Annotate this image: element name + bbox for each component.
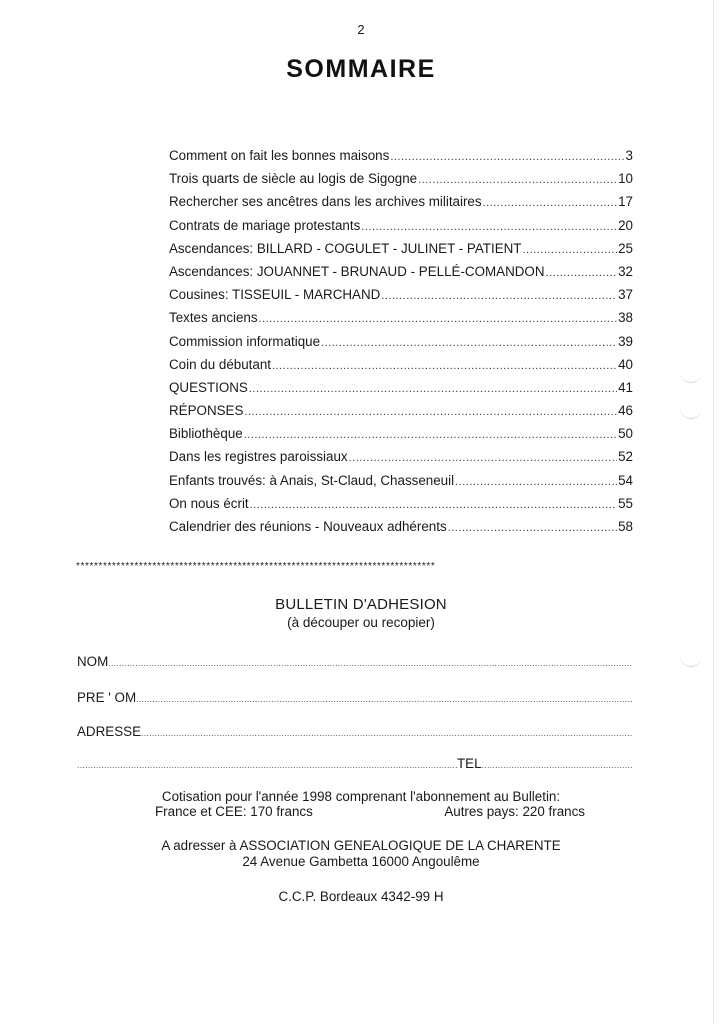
toc-page: 58: [618, 519, 633, 534]
prenom-fill-line[interactable]: [136, 694, 633, 704]
toc-label: Ascendances: BILLARD - COGULET - JULINET - PATIENT: [169, 240, 522, 256]
address-tel-field[interactable]: [77, 756, 633, 771]
punch-hole: [680, 408, 702, 419]
toc-label: Commission informatique: [169, 333, 321, 349]
nom-fill-line[interactable]: [108, 658, 633, 668]
toc-label: Rechercher ses ancêtres dans les archives militaires: [169, 194, 482, 210]
leader-dots: [321, 337, 617, 349]
cotisation-text: Cotisation pour l'année 1998 comprenant l'abonnement au Bulletin:: [161, 789, 561, 804]
toc-entry: [169, 241, 633, 264]
leader-dots: [272, 360, 617, 372]
adresse-field[interactable]: [77, 724, 633, 739]
toc-label: Cousines: TISSEUIL - MARCHAND: [169, 287, 381, 303]
page-number: 2: [357, 22, 365, 37]
toc-entry: [169, 449, 633, 472]
toc-label: Trois quarts de siècle au logis de Sigogne: [169, 171, 418, 187]
toc-page: 3: [625, 148, 633, 163]
toc-page: 32: [618, 263, 633, 279]
toc-entry: [169, 218, 633, 241]
leader-dots: [546, 267, 618, 279]
toc-label: Coin du débutant: [169, 356, 271, 372]
page-title: SOMMAIRE: [286, 55, 436, 83]
table-of-contents: [169, 148, 633, 542]
toc-label: Bibliothèque: [169, 426, 243, 442]
leader-dots: [244, 406, 617, 418]
toc-entry: [169, 194, 633, 217]
leader-dots: [349, 452, 617, 464]
toc-page: 40: [618, 356, 633, 372]
toc-entry: [169, 264, 633, 287]
toc-page: 39: [618, 333, 633, 349]
toc-page: 54: [618, 472, 633, 488]
address-continuation-line[interactable]: [77, 760, 457, 770]
prenom-field[interactable]: [77, 690, 633, 705]
toc-label: RÉPONSES: [169, 403, 244, 419]
toc-page: 17: [618, 194, 633, 210]
fee-other-countries: Autres pays: 220 francs: [444, 804, 585, 819]
address-line-2: 24 Avenue Gambetta 16000 Angoulême: [242, 854, 480, 869]
leader-dots: [250, 499, 617, 511]
toc-entry: [169, 426, 633, 449]
toc-entry: [169, 519, 633, 542]
toc-label: Contrats de mariage protestants: [169, 217, 361, 233]
toc-label: QUESTIONS: [169, 379, 248, 395]
nom-label: NOM: [77, 654, 109, 669]
toc-page: 46: [618, 403, 633, 419]
leader-dots: [361, 221, 617, 233]
toc-label: Calendrier des réunions - Nouveaux adhérents: [169, 519, 447, 534]
leader-dots: [381, 290, 617, 302]
form-subtitle: (à découper ou recopier): [287, 615, 435, 630]
toc-entry: [169, 148, 633, 171]
toc-page: 41: [618, 379, 633, 395]
tel-fill-line[interactable]: [482, 760, 633, 770]
punch-hole: [680, 656, 702, 667]
toc-label: Enfants trouvés: à Anais, St-Claud, Chasseneuil: [169, 472, 455, 488]
nom-field[interactable]: [77, 654, 633, 669]
leader-dots: [244, 429, 617, 441]
toc-label: Dans les registres paroissiaux: [169, 449, 348, 465]
toc-entry: [169, 403, 633, 426]
toc-label: Comment on fait les bonnes maisons: [169, 148, 390, 163]
toc-entry: [169, 380, 633, 403]
toc-entry: [169, 473, 633, 496]
toc-entry: [169, 287, 633, 310]
punch-hole: [680, 372, 702, 383]
page-edge: [713, 0, 714, 1024]
toc-page: 55: [618, 495, 633, 511]
prenom-label: PRE ' OM: [77, 690, 137, 705]
toc-label: On nous écrit: [169, 495, 249, 511]
leader-dots: [455, 476, 617, 488]
leader-dots: [483, 197, 618, 209]
leader-dots: [522, 244, 617, 256]
cut-line-separator: ********************************************************************************: [76, 561, 436, 572]
adresse-label: ADRESSE: [77, 724, 141, 739]
toc-page: 20: [618, 217, 633, 233]
leader-dots: [390, 151, 624, 163]
leader-dots: [418, 174, 617, 186]
toc-page: 38: [618, 310, 633, 326]
toc-entry: [169, 334, 633, 357]
form-title: BULLETIN D'ADHESION: [275, 596, 447, 613]
toc-page: 52: [618, 449, 633, 465]
adresse-fill-line[interactable]: [141, 728, 633, 738]
toc-entry: [169, 496, 633, 519]
leader-dots: [448, 522, 617, 534]
toc-entry: [169, 357, 633, 380]
membership-form-header: [0, 596, 722, 630]
toc-page: 25: [618, 240, 633, 256]
fee-france: France et CEE: 170 francs: [155, 804, 313, 819]
toc-page: 37: [618, 287, 633, 303]
tel-label: TEL: [457, 756, 482, 771]
toc-label: Ascendances: JOUANNET - BRUNAUD - PELLÉ-COMANDON: [169, 263, 545, 279]
leader-dots: [259, 313, 618, 325]
address-line-1: A adresser à ASSOCIATION GENEALOGIQUE DE LA CHARENTE: [161, 838, 561, 853]
ccp-account: C.C.P. Bordeaux 4342-99 H: [278, 889, 444, 904]
toc-entry: [169, 310, 633, 333]
fees-row: [155, 804, 585, 819]
toc-entry: [169, 171, 633, 194]
toc-page: 10: [618, 171, 633, 187]
leader-dots: [249, 383, 617, 395]
toc-page: 50: [618, 426, 633, 442]
toc-label: Textes anciens: [169, 310, 258, 326]
